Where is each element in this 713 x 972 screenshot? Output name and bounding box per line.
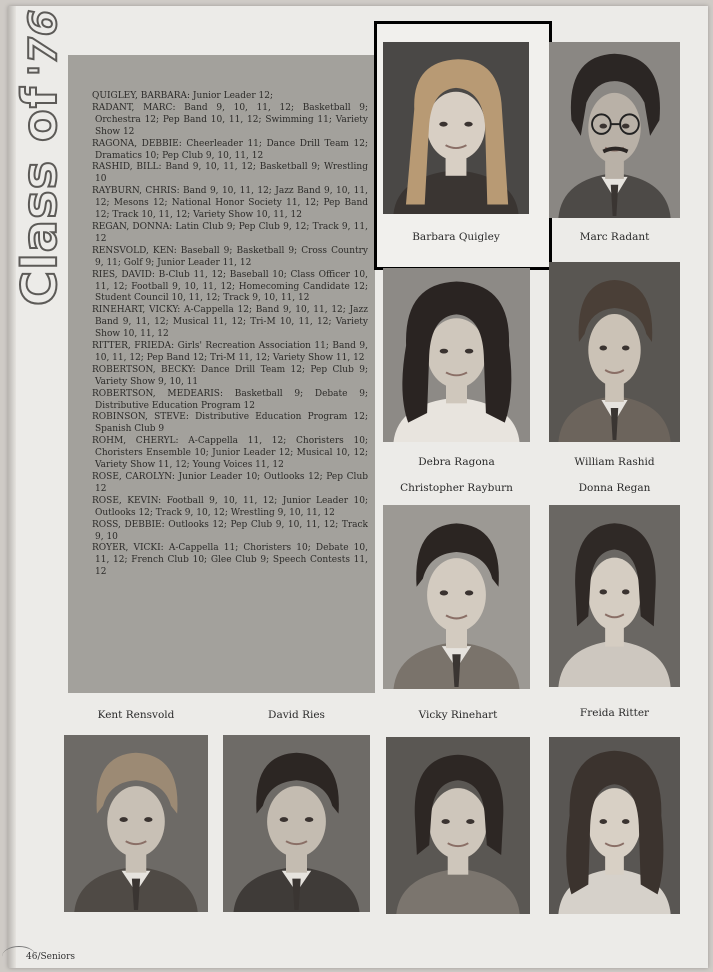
bio-entry: RASHID, BILL: Band 9, 10, 11, 12; Basketball 9; Wrestling 10 (92, 162, 368, 185)
bio-entry: RADANT, MARC: Band 9, 10, 11, 12; Basketball 9; Orchestra 12; Pep Band 10, 11, 12; Swimming 11; Variety Show 12 (92, 102, 368, 137)
bio-entry: ROBINSON, STEVE: Distributive Education Program 12; Spanish Club 9 (92, 412, 368, 435)
portrait-name-label: Vicky Rinehart (418, 709, 498, 721)
portrait-photo (549, 737, 680, 914)
class-year-text: '76 (21, 8, 65, 77)
bio-entry: RAGONA, DEBBIE: Cheerleader 11; Dance Drill Team 12; Dramatics 10; Pep Club 9, 10, 11, 12 (92, 138, 368, 161)
portrait-photo (383, 42, 529, 214)
bio-entry: RENSVOLD, KEN: Baseball 9; Basketball 9; Cross Country 9, 11; Golf 9; Junior Leader 11, 12 (92, 245, 368, 268)
portrait-photo (549, 42, 680, 218)
class-title (12, 9, 68, 306)
portrait-image (383, 268, 530, 442)
portrait-photo (383, 268, 530, 442)
portrait-name-label: Debra Ragona (418, 456, 495, 468)
bio-entry: REGAN, DONNA: Latin Club 9; Pep Club 9, 12; Track 9, 11, 12 (92, 221, 368, 244)
portrait-image (549, 42, 680, 218)
portrait-name-label: David Ries (268, 709, 325, 721)
portrait-image (549, 262, 680, 442)
portrait-image (549, 737, 680, 914)
portrait-name-label: Kent Rensvold (97, 709, 175, 721)
page-footer: 46/Seniors (26, 952, 75, 962)
bio-entry: ROBERTSON, MEDEARIS: Basketball 9; Debate 9; Distributive Education Program 12 (92, 388, 368, 411)
portrait-photo (386, 737, 530, 914)
portrait-name-label: William Rashid (574, 456, 655, 468)
bio-entry: ROSS, DEBBIE: Outlooks 12; Pep Club 9, 10, 11, 12; Track 9, 10 (92, 519, 368, 542)
bio-entry: ROYER, VICKI: A-Cappella 11; Choristers 10; Debate 10, 11, 12; French Club 10; Glee Club 9; Speech Contests 11, 12 (92, 543, 368, 578)
portrait-name-label: Christopher Rayburn (400, 482, 513, 494)
bio-entry: RITTER, FRIEDA: Girls' Recreation Association 11; Band 9, 10, 11, 12; Pep Band 12; Tri-M 11, 12; Variety Show 11, 12 (92, 341, 368, 363)
portrait-name-label: Marc Radant (579, 231, 650, 243)
portrait-photo (549, 262, 680, 442)
portrait-name-label: Barbara Quigley (412, 231, 500, 243)
portrait-name-label: Donna Regan (578, 482, 651, 494)
bio-entry: ROBERTSON, BECKY: Dance Drill Team 12; Pep Club 9; Variety Show 9, 10, 11 (92, 364, 368, 387)
portrait-image (64, 735, 208, 912)
portrait-name-label: Freida Ritter (579, 707, 650, 719)
yearbook-page (8, 6, 708, 968)
portrait-image (383, 42, 529, 214)
bio-entry: RIES, DAVID: B-Club 11, 12; Baseball 10; Class Officer 10, 11, 12; Football 9, 10, 11, 12; Homecoming Candidate 12; Student Council 10, 11, 12; Track 9, 10, 11, 12 (92, 269, 368, 304)
portrait-photo (64, 735, 208, 912)
bio-entry: QUIGLEY, BARBARA: Junior Leader 12; (92, 91, 273, 101)
bio-panel (68, 55, 375, 693)
portrait-photo (383, 505, 530, 689)
bio-entry: RAYBURN, CHRIS: Band 9, 10, 11, 12; Jazz Band 9, 10, 11, 12; Mesons 12; National Honor Society 11, 12; Pep Band 12; Track 10, 11, 12; Variety Show 10, 11, 12 (92, 186, 368, 221)
portrait-image (549, 505, 680, 687)
portrait-image (223, 735, 370, 912)
bio-entry: ROHM, CHERYL: A-Cappella 11, 12; Choristers 10; Choristers Ensemble 10; Junior Leader 12; Musical 10, 12; Variety Show 11, 12; Young Voices 11, 12 (92, 436, 368, 471)
class-title-text: Class of (12, 86, 68, 306)
portrait-photo (549, 505, 680, 687)
bio-list (92, 91, 368, 579)
portrait-photo (223, 735, 370, 912)
bio-entry: ROSE, CAROLYN: Junior Leader 10; Outlooks 12; Pep Club 12 (92, 472, 368, 494)
bio-entry: RINEHART, VICKY: A-Cappella 12; Band 9, 10, 11, 12; Jazz Band 9, 11, 12; Musical 11, 12; Tri-M 10, 11, 12; Variety Show 10, 11, 12 (92, 305, 368, 340)
portrait-image (383, 505, 530, 689)
bio-entry: ROSE, KEVIN: Football 9, 10, 11, 12; Junior Leader 10; Outlooks 12; Track 9, 10, 12; Wrestling 9, 10, 11, 12 (92, 495, 368, 518)
portrait-image (386, 737, 530, 914)
